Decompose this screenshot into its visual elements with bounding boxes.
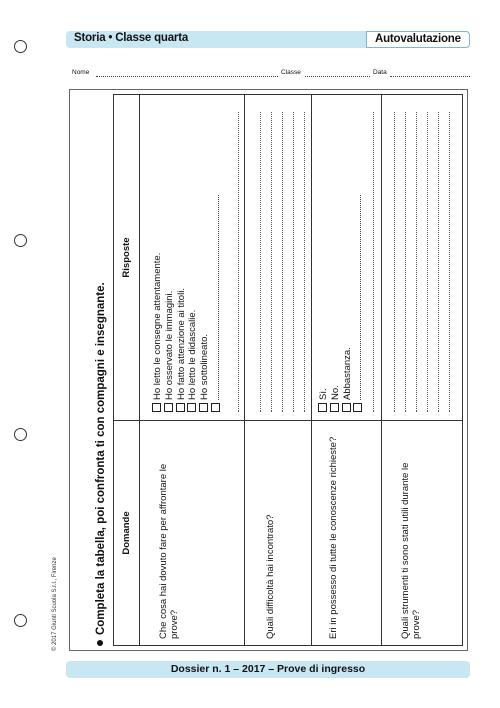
bullet-icon <box>97 640 103 646</box>
date-field[interactable] <box>390 76 470 77</box>
checkbox[interactable] <box>176 403 185 412</box>
checkbox[interactable] <box>211 403 220 412</box>
footer-title: Dossier n. 1 – 2017 – Prove di ingresso <box>170 663 366 675</box>
instruction <box>95 94 111 646</box>
checkbox[interactable] <box>353 403 362 412</box>
write-in-line[interactable] <box>416 112 417 412</box>
student-fields <box>72 69 470 79</box>
header-divider <box>139 95 140 645</box>
rotated-content <box>95 94 463 646</box>
answer-option[interactable]: Sì. <box>318 195 330 412</box>
write-in-line[interactable] <box>293 112 294 412</box>
header-bar <box>66 31 470 48</box>
write-in-line[interactable] <box>304 112 305 412</box>
binder-hole-3 <box>14 428 27 441</box>
checkbox[interactable] <box>342 403 351 412</box>
subject-title: Storia • Classe quarta <box>74 32 189 44</box>
checkbox[interactable] <box>330 403 339 412</box>
write-in-line[interactable] <box>405 112 406 412</box>
write-in-line[interactable] <box>449 112 450 412</box>
checkbox[interactable] <box>187 403 196 412</box>
answer-option[interactable]: Ho fatto attenzione ai titoli. <box>176 195 188 412</box>
answer-option[interactable]: Ho osservato le immagini. <box>164 195 176 412</box>
write-in-line[interactable] <box>427 112 428 412</box>
name-field[interactable] <box>96 76 278 77</box>
question-1: Che cosa hai dovuto fare per affrontare le prove? <box>158 463 180 639</box>
date-label: Data <box>373 69 387 76</box>
binder-hole-1 <box>14 40 27 53</box>
row-divider <box>311 95 312 645</box>
answer-option[interactable]: Ho sottolineato. <box>199 195 211 412</box>
write-in-line[interactable] <box>373 112 374 412</box>
row-divider <box>244 95 245 645</box>
write-in-line[interactable] <box>260 112 261 412</box>
write-in-line[interactable] <box>212 195 219 400</box>
write-in-line[interactable] <box>282 112 283 412</box>
answer-options-3 <box>318 195 365 412</box>
answer-options-1 <box>152 195 223 412</box>
answer-option-other[interactable] <box>353 195 365 412</box>
name-label: Nome <box>72 69 90 76</box>
checkbox[interactable] <box>199 403 208 412</box>
write-in-line[interactable] <box>438 112 439 412</box>
header-questions: Domande <box>121 511 132 555</box>
binder-hole-2 <box>14 234 27 247</box>
write-in-line[interactable] <box>271 112 272 412</box>
write-in-line[interactable] <box>238 112 239 412</box>
answer-option[interactable]: Ho letto le consegne attentamente. <box>152 195 164 412</box>
checkbox[interactable] <box>164 403 173 412</box>
section-tab <box>366 31 470 48</box>
class-label: Classe <box>281 69 301 76</box>
question-2: Quali difficoltà hai incontrato? <box>265 514 276 639</box>
footer-bar <box>66 661 470 678</box>
header-answers: Risposte <box>121 237 132 278</box>
answer-option-other[interactable] <box>211 195 223 412</box>
column-divider <box>114 420 462 421</box>
self-assessment-table <box>113 94 463 646</box>
write-in-line[interactable] <box>354 195 361 400</box>
class-field[interactable] <box>305 76 370 77</box>
answer-option[interactable]: Abbastanza. <box>342 195 354 412</box>
section-title: Autovalutazione <box>375 33 461 45</box>
answer-option[interactable]: No. <box>330 195 342 412</box>
row-divider <box>381 95 382 645</box>
copyright-note: © 2017 Giunti Scuola S.r.l., Firenze <box>52 557 58 651</box>
checkbox[interactable] <box>152 403 161 412</box>
binder-hole-4 <box>14 614 27 627</box>
instruction-text: Completa la tabella, poi confronta ti con compagni e insegnante. <box>95 282 107 635</box>
question-3: Eri in possesso di tutte le conoscenze richieste? <box>328 436 339 639</box>
answer-option[interactable]: Ho letto le didascalie. <box>187 195 199 412</box>
checkbox[interactable] <box>318 403 327 412</box>
question-4: Quali strumenti ti sono stati utili durante le prove? <box>400 462 422 639</box>
write-in-line[interactable] <box>394 112 395 412</box>
